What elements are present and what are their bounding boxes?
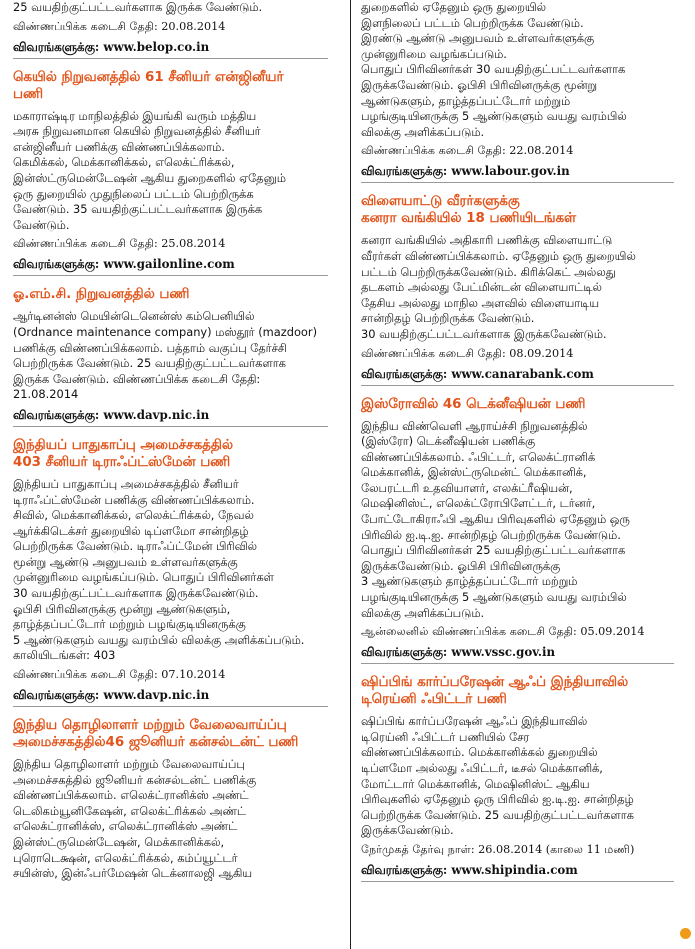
section-heading <box>361 674 687 708</box>
body-line: டிப்ளமோ அல்லது ஃபிட்டர், டீசல் மெக்கானிக், <box>361 761 603 775</box>
section-rule <box>13 426 328 427</box>
job-defence-draughtsman <box>13 437 341 707</box>
body-line: புரொடெக்ஷன், எலெக்ட்ரிக்கல், கம்ப்யூட்டர் <box>13 850 238 865</box>
body-line: அரசு நிறுவனமான கெயில் நிறுவனத்தில் சீனியர் <box>13 124 261 139</box>
heading-line: கெயில் நிறுவனத்தில் 61 சீனியர் என்ஜினீயர் <box>13 69 284 85</box>
deadline-text: விண்ணப்பிக்க கடைசி தேதி: 25.08.2014 <box>13 237 226 251</box>
body-line: இருக்கவேண்டும். <box>361 823 454 838</box>
body-line: ஷிப்பிங் கார்ப்பரேஷன் ஆஃப் இந்தியாவில் <box>361 714 588 729</box>
section-heading <box>13 717 341 751</box>
body-line: அமைச்சகத்தில் ஜூனியர் கன்சல்டன்ட் பணிக்கு <box>13 772 257 787</box>
body-line: இந்திய விண்வெளி ஆராய்ச்சி நிறுவனத்தில் <box>361 418 588 433</box>
body-line: மோட்டார் மெக்கானிக், மெஷினிஸ்ட் ஆகிய <box>361 776 590 791</box>
deadline-text: ஆன்லைனில் விண்ணப்பிக்க கடைசி தேதி: 05.09.2014 <box>361 625 645 639</box>
body-line: பணிக்கு விண்ணப்பிக்கலாம். பத்தாம் வகுப்பு தேர்ச்சி <box>13 340 287 355</box>
body-line: (இஸ்ரோ) டெக்னீஷியன் பணிக்கு <box>361 434 536 449</box>
section-rule <box>13 275 328 276</box>
body-line: காலியிடங்கள்: 403 <box>13 648 116 663</box>
body-line: இரண்டு ஆண்டு அனுபவம் உள்ளவர்களுக்கு <box>361 31 595 46</box>
body-line: டிராஃப்ட்ஸ்மேன் பணிக்கு விண்ணப்பிக்கலாம். <box>13 492 255 507</box>
deadline-text: விண்ணப்பிக்க கடைசி தேதி: 22.08.2014 <box>361 144 574 158</box>
body-line: பழங்குடியினருக்கு 5 ஆண்டுகளும் வயது வரம்பில் <box>361 109 627 124</box>
job-canara-bank <box>361 193 687 385</box>
body-line: பிரிவில் ஐ.டி.ஐ. சான்றிதழ் பெற்றிருக்க வேண்டும். <box>361 527 621 542</box>
body-line: விண்ணப்பிக்கலாம். மெக்கானிக்கல் துறையில் <box>361 745 598 760</box>
body-line: இந்திய தொழிலாளர் மற்றும் வேலைவாய்ப்பு <box>13 757 245 772</box>
heading-line: கனரா வங்கியில் 18 பணியிடங்கள் <box>361 211 577 227</box>
section-heading <box>13 69 341 103</box>
body-line: 25 வயதிற்குட்பட்டவர்களாக இருக்க வேண்டும். <box>13 0 263 14</box>
body-line: சான்றிதழ் பெற்றிருக்க வேண்டும். <box>361 311 535 326</box>
job-omc <box>13 286 341 427</box>
section-heading <box>361 396 687 413</box>
section-rule <box>361 385 674 386</box>
details-website: விவரங்களுக்கு: www.davp.nic.in <box>13 688 210 703</box>
job-shipping-trainee <box>361 674 687 882</box>
right-column <box>361 0 687 949</box>
heading-line: ஷிப்பிங் கார்ப்பரேஷன் ஆஃப் இந்தியாவில் <box>361 675 629 691</box>
heading-line: அமைச்சகத்தில்46 ஜூனியர் கன்சல்டன்ட் பணி <box>13 735 299 751</box>
body-line: ஆர்க்கிடெக்சர் துறையில் டிப்ளமோ சான்றிதழ் <box>13 523 249 538</box>
body-line: தடகளம் அல்லது பேட்மின்டன் விளையாட்டில் <box>361 280 602 295</box>
body-line: பிரிவுகளில் ஏதேனும் ஒரு பிரிவில் ஐ.டி.ஐ. சான்றிதழ் <box>361 792 634 807</box>
body-line: பெற்றிருக்க வேண்டும். 25 வயதிற்குட்பட்டவர்களாக <box>361 807 634 822</box>
body-line: 21.08.2014 <box>13 387 79 402</box>
section-rule <box>361 881 674 882</box>
job-gail <box>13 69 341 277</box>
section-heading <box>13 437 341 471</box>
body-line: விண்ணப்பிக்கலாம். எலெக்ட்ரானிக்ஸ் அண்ட் <box>13 788 249 803</box>
details-website: விவரங்களுக்கு: www.belop.co.in <box>13 39 210 54</box>
details-website: விவரங்களுக்கு: www.labour.gov.in <box>361 164 570 179</box>
body-line: என்ஜினீயர் பணிக்கு விண்ணப்பிக்கலாம். <box>13 139 225 154</box>
column-divider <box>350 0 351 949</box>
heading-line: ஓ.எம்.சி. நிறுவனத்தில் பணி <box>13 287 190 303</box>
body-line: பெற்றிருக்க வேண்டும். டிராஃப்ட்மேன் பிரிவில் <box>13 539 257 554</box>
body-line: இளநிலைப் பட்டம் பெற்றிருக்க வேண்டும். <box>361 15 584 30</box>
job-belop-tail <box>13 0 341 59</box>
heading-line: டிரெய்னி ஃபிட்டர் பணி <box>361 692 507 708</box>
body-line: போட்டோகிராஃபி ஆகிய பிரிவுகளில் ஏதேனும் ஒரு <box>361 512 630 527</box>
body-line: 30 வயதிற்குட்பட்டவர்களாக இருக்கவேண்டும். <box>13 586 259 601</box>
heading-line: இஸ்ரோவில் 46 டெக்னீஷியன் பணி <box>361 396 586 412</box>
heading-line: இந்தியப் பாதுகாப்பு அமைச்சகத்தில் <box>13 437 233 453</box>
job-labour-consultant <box>13 717 341 882</box>
body-line: விண்ணப்பிக்கலாம். ஃபிட்டர், எலெக்ட்ரானிக் <box>361 449 596 464</box>
details-website: விவரங்களுக்கு: www.canarabank.com <box>361 366 594 381</box>
body-line: கெமிக்கல், மெக்கானிக்கல், எலெக்ட்ரிக்கல், <box>13 155 235 170</box>
deadline-text: விண்ணப்பிக்க கடைசி தேதி: 07.10.2014 <box>13 668 226 682</box>
body-line: மகாராஷ்டிர மாநிலத்தில் இயங்கி வரும் மத்திய <box>13 108 257 123</box>
body-line: இந்தியப் பாதுகாப்பு அமைச்சகத்தில் சீனியர் <box>13 476 239 491</box>
details-website: விவரங்களுக்கு: www.shipindia.com <box>361 862 578 877</box>
body-line: ஆண்டுகளும், தாழ்த்தப்பட்டோர் மற்றும் <box>361 93 571 108</box>
body-line: இருக்க வேண்டும். விண்ணப்பிக்க கடைசி தேதி: <box>13 371 261 386</box>
deadline-text: விண்ணப்பிக்க கடைசி தேதி: 20.08.2014 <box>13 19 226 33</box>
body-line: பட்டம் பெற்றிருக்கவேண்டும். கிரிக்கெட் அல்லது <box>361 264 616 279</box>
body-line: விலக்கு அளிக்கப்படும். <box>361 124 485 139</box>
body-line: தேசிய அல்லது மாநில அளவில் விளையாடிய <box>361 295 600 310</box>
deadline-text: விண்ணப்பிக்க கடைசி தேதி: 08.09.2014 <box>361 346 574 360</box>
job-isro-technician <box>361 396 687 665</box>
body-line: இருக்கவேண்டும். ஓபிசி பிரிவினருக்கு மூன்று <box>361 77 598 92</box>
heading-line: விளையாட்டு வீரர்களுக்கு <box>361 194 520 210</box>
left-column <box>13 0 341 949</box>
job-labour-tail <box>361 0 687 183</box>
body-line: 3 ஆண்டுகளும் தாழ்த்தப்பட்டோர் மற்றும் <box>361 574 578 589</box>
section-rule <box>13 58 328 59</box>
details-website: விவரங்களுக்கு: www.davp.nic.in <box>13 407 210 422</box>
section-rule <box>361 182 674 183</box>
body-line: மெக்கானிக், இன்ஸ்ட்ருமென்ட் மெக்கானிக், <box>361 465 587 480</box>
body-line: இருக்கவேண்டும். ஓபிசி பிரிவினருக்கு <box>361 558 561 573</box>
body-line: டிரெய்னி ஃபிட்டர் பணியில் சேர <box>361 729 530 744</box>
decorative-dot <box>680 928 691 939</box>
body-line: 5 ஆண்டுகளும் வயது வரம்பில் விலக்கு அளிக்கப்படும். <box>13 632 305 647</box>
heading-line: பணி <box>13 86 43 102</box>
heading-line: 403 சீனியர் டிராஃப்ட்ஸ்மேன் பணி <box>13 454 231 470</box>
body-line: மூன்று ஆண்டு அனுபவம் உள்ளவர்களுக்கு <box>13 554 238 569</box>
body-line: கனரா வங்கியில் அதிகாரி பணிக்கு விளையாட்டு <box>361 233 613 248</box>
section-rule <box>13 706 328 707</box>
body-line: 30 வயதிற்குட்பட்டவர்களாக இருக்கவேண்டும். <box>361 326 607 341</box>
body-line: துறைகளில் ஏதேனும் ஒரு துறையில் <box>361 0 547 14</box>
body-line: ஓபிசி பிரிவினருக்கு மூன்று ஆண்டுகளும், <box>13 601 231 616</box>
body-line: இன்ஸ்ட்ருமென்டேஷன், மெக்கானிக்கல், <box>13 835 225 849</box>
body-line: விலக்கு அளிக்கப்படும். <box>361 605 485 620</box>
section-heading <box>13 286 341 303</box>
section-rule <box>361 663 674 664</box>
body-line: முன்னுரிமை வழங்கப்படும். பொதுப் பிரிவினர்கள் <box>13 570 274 585</box>
details-website: விவரங்களுக்கு: www.vssc.gov.in <box>361 645 556 660</box>
body-line: முன்னுரிமை வழங்கப்படும். <box>361 46 507 61</box>
body-line: ஆர்டினன்ஸ் மெயின்டெனென்ஸ் கம்பெனியில் <box>13 309 255 324</box>
body-line: பொதுப் பிரிவினர்கள் 25 வயதிற்குட்பட்டவர்களாக <box>361 543 626 558</box>
body-line: லேபரட்டரி உதவியாளர், எலக்ட்ரீஷியன், <box>361 480 573 495</box>
heading-line: இந்திய தொழிலாளர் மற்றும் வேலைவாய்ப்பு <box>13 718 287 734</box>
details-website: விவரங்களுக்கு: www.gailonline.com <box>13 257 235 272</box>
body-line: எலெக்ட்ரானிக்ஸ், எலெக்ட்ரானிக்ஸ் அண்ட் <box>13 819 238 834</box>
body-line: டெலிகம்யூனிகேஷன், எலெக்ட்ரிக்கல் அண்ட் <box>13 803 246 818</box>
body-line: வேண்டும். 35 வயதிற்குட்பட்டவர்களாக இருக்க <box>13 202 263 217</box>
body-line: ஒரு துறையில் முதுநிலைப் பட்டம் பெற்றிருக்க <box>13 186 254 201</box>
body-line: வேண்டும். <box>13 217 70 232</box>
body-line: பழங்குடியினருக்கு 5 ஆண்டுகளும் வயது வரம்பில் <box>361 590 627 605</box>
body-line: சயின்ஸ், இன்ஃபர்மேஷன் டெக்னாலஜி ஆகிய <box>13 866 253 881</box>
deadline-text: நேர்முகத் தேர்வு நாள்: 26.08.2014 (காலை 11 மணி) <box>361 842 635 856</box>
body-line: (Ordnance maintenance company) மஸ்தூர் (mazdoor) <box>13 324 318 339</box>
body-line: பொதுப் பிரிவினர்கள் 30 வயதிற்குட்பட்டவர்களாக <box>361 62 626 77</box>
body-line: வீரர்கள் விண்ணப்பிக்கலாம். ஏதேனும் ஒரு துறையில் <box>361 248 636 263</box>
body-line: இன்ஸ்ட்ருமென்டேஷன் ஆகிய துறைகளில் ஏதேனும் <box>13 170 286 185</box>
section-heading <box>361 193 687 227</box>
body-line: பெற்றிருக்க வேண்டும். 25 வயதிற்குட்பட்டவர்களாக <box>13 356 286 371</box>
body-line: தாழ்த்தப்பட்டோர் மற்றும் பழங்குடியினருக்கு <box>13 617 246 632</box>
body-line: மெஷினிஸ்ட், எலெக்ட்ரோபிளேட்டர், டர்னர், <box>361 496 596 511</box>
body-line: சிவில், மெக்கானிக்கல், எலெக்ட்ரிக்கல், நேவல் <box>13 508 254 523</box>
